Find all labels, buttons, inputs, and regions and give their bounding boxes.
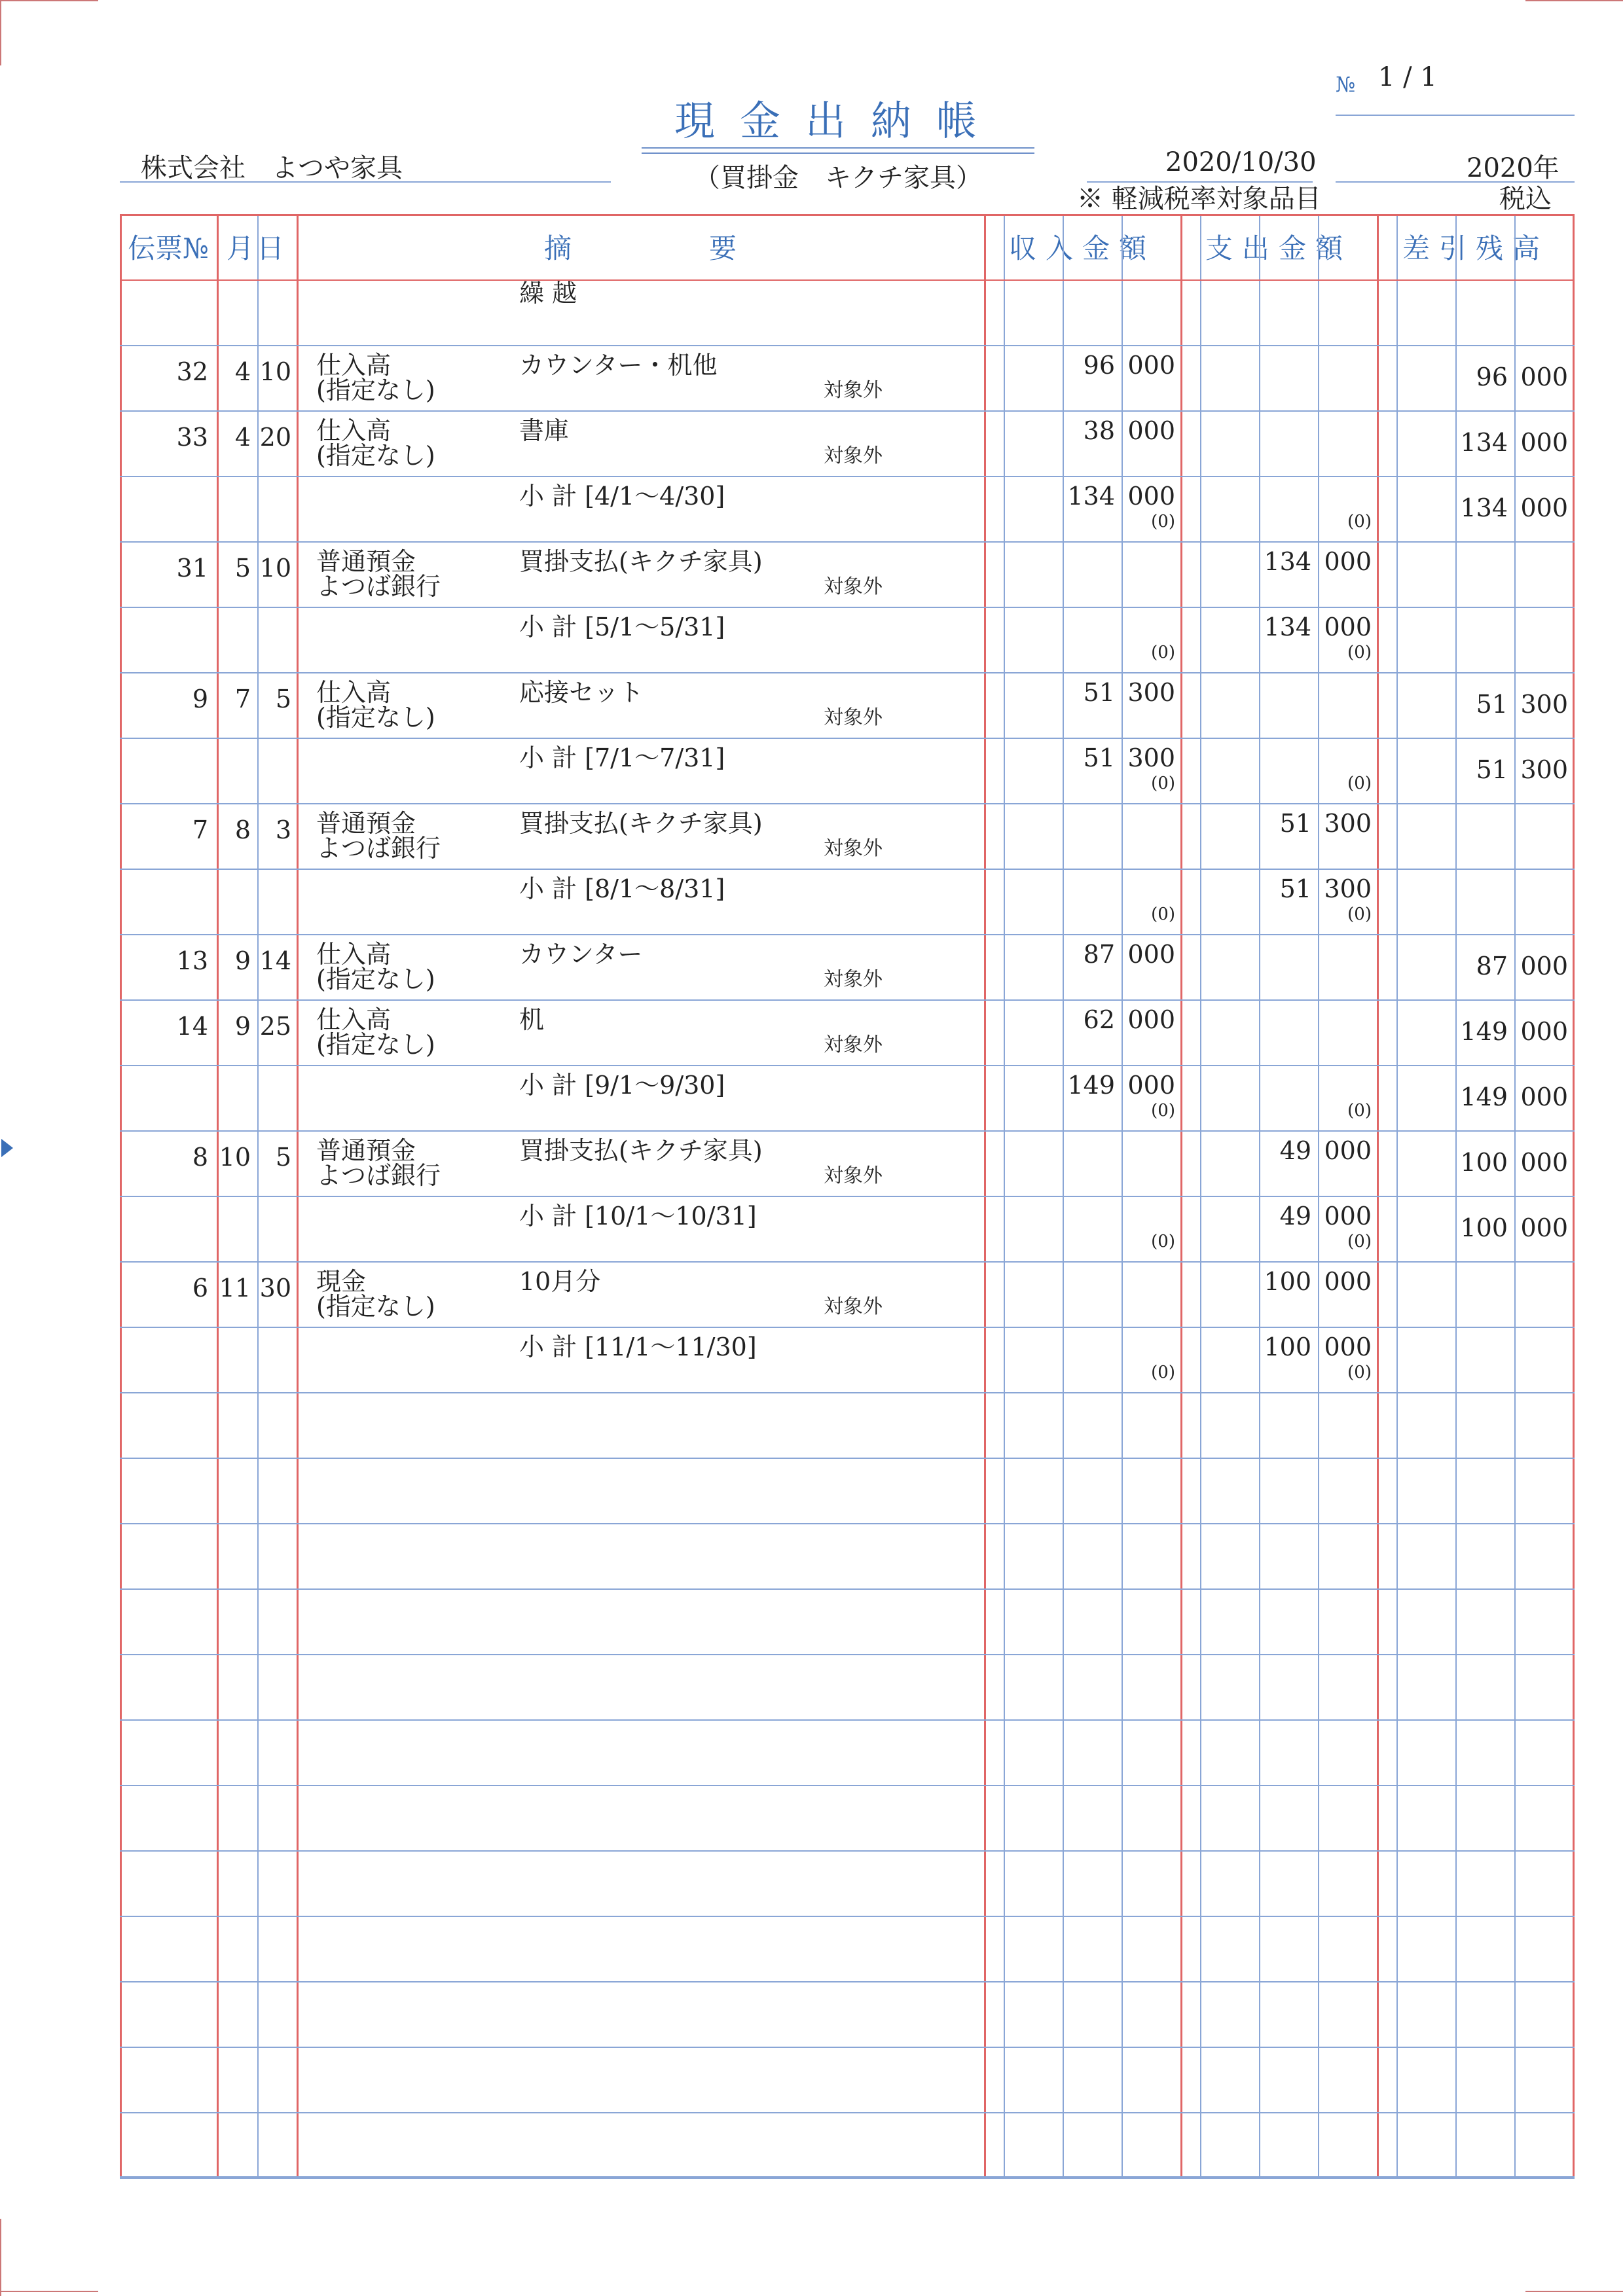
income-units: 000	[1127, 1005, 1175, 1034]
sub-account: (指定なし)	[316, 1292, 435, 1321]
grid-hline	[120, 1458, 1575, 1459]
day: 5	[275, 685, 291, 713]
balance-units: 000	[1520, 493, 1568, 522]
income-thousands: 96	[1083, 351, 1115, 380]
balance-units: 300	[1520, 755, 1568, 784]
page-title: 現金出納帳	[674, 97, 1002, 145]
grid-hline	[120, 2112, 1575, 2113]
expense-units: 300	[1324, 874, 1372, 903]
income-units: 000	[1127, 1071, 1175, 1100]
company-rule	[120, 181, 611, 183]
expense-thousands: 49	[1279, 1136, 1311, 1165]
month: 9	[234, 946, 251, 975]
description: カウンター	[519, 940, 643, 969]
expense-units: 000	[1324, 547, 1372, 576]
month: 4	[234, 423, 251, 452]
sub-account: (指定なし)	[316, 965, 435, 994]
tax-class: 対象外	[824, 706, 883, 729]
account: 現金	[316, 1267, 367, 1296]
income-tax: (0)	[1151, 774, 1175, 793]
tax-class: 対象外	[824, 1295, 883, 1318]
grid-hline	[120, 1392, 1575, 1393]
grid-hline	[120, 1327, 1575, 1328]
income-thousands: 87	[1083, 940, 1115, 969]
balance-units: 000	[1520, 1148, 1568, 1177]
expense-thousands: 49	[1279, 1202, 1311, 1230]
expense-tax: (0)	[1347, 512, 1372, 531]
description: 机	[519, 1005, 545, 1034]
balance-units: 000	[1520, 1083, 1568, 1111]
expense-tax: (0)	[1347, 774, 1372, 793]
page-marker-icon	[1, 1139, 13, 1157]
balance-thousands: 100	[1460, 1148, 1508, 1177]
balance-thousands: 100	[1460, 1213, 1508, 1242]
crop-mark	[0, 0, 98, 1]
description: 小 計 [5/1〜5/31]	[519, 613, 725, 641]
grid-hline	[120, 1850, 1575, 1852]
sub-account: よつば銀行	[316, 1161, 441, 1190]
company-name: 株式会社 よつや家具	[141, 153, 403, 183]
description: 小 計 [8/1〜8/31]	[519, 874, 725, 903]
income-units: 000	[1127, 416, 1175, 445]
balance-thousands: 87	[1476, 952, 1508, 980]
month: 4	[234, 357, 251, 386]
balance-thousands: 149	[1460, 1017, 1508, 1046]
account: 仕入高	[316, 678, 392, 707]
expense-thousands: 134	[1264, 547, 1311, 576]
income-thousands: 38	[1083, 416, 1115, 445]
grid-hline	[120, 1130, 1575, 1132]
description: 小 計 [9/1〜9/30]	[519, 1071, 725, 1100]
balance-units: 000	[1520, 428, 1568, 457]
month: 11	[219, 1274, 251, 1302]
income-units: 000	[1127, 940, 1175, 969]
income-thousands: 149	[1067, 1071, 1115, 1100]
income-units: 300	[1127, 678, 1175, 707]
expense-tax: (0)	[1347, 1232, 1372, 1251]
grid-hline	[120, 541, 1575, 543]
description: 書庫	[519, 416, 570, 445]
month: 10	[219, 1143, 251, 1172]
sub-account: (指定なし)	[316, 1030, 435, 1059]
income-units: 000	[1127, 351, 1175, 380]
grid-hline	[120, 672, 1575, 673]
balance-thousands: 96	[1476, 363, 1508, 391]
income-thousands: 51	[1083, 678, 1115, 707]
col-header-slip-no: 伝票№	[128, 232, 209, 264]
account: 仕入高	[316, 1005, 392, 1034]
day: 10	[259, 357, 291, 386]
grid-hline	[120, 1916, 1575, 1917]
sub-account: よつば銀行	[316, 572, 441, 601]
grid-hline	[120, 1654, 1575, 1655]
grid-hline	[120, 738, 1575, 739]
grid-hline	[120, 934, 1575, 935]
account: 普通預金	[316, 547, 416, 576]
expense-units: 000	[1324, 1267, 1372, 1296]
description: 買掛支払(キクチ家具)	[519, 1136, 763, 1165]
expense-thousands: 134	[1264, 613, 1311, 641]
sub-account: (指定なし)	[316, 376, 435, 404]
expense-thousands: 100	[1264, 1333, 1311, 1361]
grid-hline	[120, 1523, 1575, 1524]
expense-units: 000	[1324, 1333, 1372, 1361]
tax-class: 対象外	[824, 968, 883, 991]
day: 30	[259, 1274, 291, 1302]
income-tax: (0)	[1151, 905, 1175, 924]
grid-hline	[120, 1065, 1575, 1066]
expense-units: 300	[1324, 809, 1372, 838]
grid-hline	[120, 2176, 1575, 2178]
tax-class: 対象外	[824, 379, 883, 402]
title-rule	[642, 152, 1034, 154]
sub-account: (指定なし)	[316, 703, 435, 732]
sub-account: よつば銀行	[316, 834, 441, 863]
page-no-label: №	[1336, 72, 1356, 97]
fiscal-year: 2020年	[1467, 153, 1559, 183]
grid-hline	[120, 1588, 1575, 1590]
income-thousands: 62	[1083, 1005, 1115, 1034]
grid-hline	[120, 476, 1575, 477]
grid-hline	[120, 1196, 1575, 1197]
grid-hline	[120, 999, 1575, 1001]
grid-hline	[120, 2178, 1575, 2179]
description: 小 計 [10/1〜10/31]	[519, 1202, 757, 1230]
expense-tax: (0)	[1347, 643, 1372, 662]
tax-class: 対象外	[824, 1164, 883, 1187]
page-no: 1 / 1	[1378, 62, 1437, 92]
expense-thousands: 100	[1264, 1267, 1311, 1296]
col-header-expense: 支出金額	[1205, 232, 1352, 264]
sub-account: (指定なし)	[316, 441, 435, 470]
col-header-income: 収入金額	[1008, 232, 1156, 264]
balance-thousands: 51	[1476, 690, 1508, 719]
description: 買掛支払(キクチ家具)	[519, 809, 763, 838]
expense-units: 000	[1324, 1136, 1372, 1165]
slip-no: 9	[192, 685, 208, 713]
day: 3	[275, 816, 291, 844]
grid-hline	[120, 869, 1575, 870]
crop-mark	[1525, 2291, 1623, 2292]
grid-hline	[120, 1981, 1575, 1982]
grid-hline	[120, 803, 1575, 804]
description: カウンター・机他	[519, 351, 718, 380]
expense-units: 000	[1324, 613, 1372, 641]
slip-no: 8	[192, 1143, 208, 1172]
income-units: 000	[1127, 482, 1175, 511]
month: 8	[234, 816, 251, 844]
page-subtitle: （買掛金 キクチ家具）	[694, 163, 982, 193]
balance-units: 000	[1520, 952, 1568, 980]
tax-class: 対象外	[824, 444, 883, 467]
slip-no: 6	[192, 1274, 208, 1302]
income-thousands: 134	[1067, 482, 1115, 511]
expense-thousands: 51	[1279, 874, 1311, 903]
income-thousands: 51	[1083, 744, 1115, 772]
tax-mode: 税込	[1499, 184, 1552, 214]
description: 小 計 [4/1〜4/30]	[519, 482, 725, 511]
account: 仕入高	[316, 416, 392, 445]
expense-thousands: 51	[1279, 809, 1311, 838]
income-tax: (0)	[1151, 1232, 1175, 1251]
income-tax: (0)	[1151, 1363, 1175, 1382]
grid-hline	[120, 2047, 1575, 2048]
slip-no: 13	[176, 946, 208, 975]
ledger-table	[120, 214, 1575, 2178]
account: 仕入高	[316, 940, 392, 969]
day: 10	[259, 554, 291, 583]
balance-thousands: 149	[1460, 1083, 1508, 1111]
year-rule	[1336, 181, 1575, 183]
col-header-month-day: 月日	[226, 232, 287, 264]
description: 買掛支払(キクチ家具)	[519, 547, 763, 576]
day: 14	[259, 946, 291, 975]
balance-thousands: 51	[1476, 755, 1508, 784]
tax-class: 対象外	[824, 575, 883, 598]
slip-no: 14	[176, 1012, 208, 1041]
balance-units: 000	[1520, 1213, 1568, 1242]
income-tax: (0)	[1151, 1101, 1175, 1121]
balance-units: 000	[1520, 1017, 1568, 1046]
reduced-tax-note: ※ 軽減税率対象品目	[1077, 184, 1321, 214]
balance-units: 300	[1520, 690, 1568, 719]
grid-hline	[120, 1785, 1575, 1786]
crop-mark	[0, 0, 1, 65]
crop-mark	[0, 2291, 98, 2292]
description: 小 計 [11/1〜11/30]	[519, 1333, 757, 1361]
slip-no: 31	[176, 554, 208, 583]
description: 小 計 [7/1〜7/31]	[519, 744, 725, 772]
grid-hline	[120, 1261, 1575, 1263]
expense-tax: (0)	[1347, 1101, 1372, 1121]
grid-hline	[120, 214, 1575, 216]
month: 5	[234, 554, 251, 583]
account: 普通預金	[316, 809, 416, 838]
income-units: 300	[1127, 744, 1175, 772]
expense-tax: (0)	[1347, 1363, 1372, 1382]
balance-units: 000	[1520, 363, 1568, 391]
day: 25	[259, 1012, 291, 1041]
month: 7	[234, 685, 251, 713]
expense-units: 000	[1324, 1202, 1372, 1230]
tax-class: 対象外	[824, 837, 883, 860]
income-tax: (0)	[1151, 643, 1175, 662]
tax-class: 対象外	[824, 1033, 883, 1056]
print-date: 2020/10/30	[1165, 147, 1317, 177]
grid-hline	[120, 345, 1575, 346]
crop-mark	[1525, 0, 1623, 1]
description: 繰 越	[519, 279, 577, 308]
title-rule	[642, 147, 1034, 149]
balance-thousands: 134	[1460, 493, 1508, 522]
grid-hline	[120, 279, 1575, 281]
slip-no: 7	[192, 816, 208, 844]
slip-no: 33	[176, 423, 208, 452]
crop-mark	[0, 2219, 1, 2296]
expense-tax: (0)	[1347, 905, 1372, 924]
col-header-description: 摘 要	[543, 232, 737, 264]
grid-hline	[120, 1719, 1575, 1721]
grid-hline	[120, 607, 1575, 608]
page-no-rule	[1336, 115, 1575, 116]
slip-no: 32	[176, 357, 208, 386]
balance-thousands: 134	[1460, 428, 1508, 457]
grid-hline	[120, 410, 1575, 412]
description: 応接セット	[519, 678, 644, 707]
income-tax: (0)	[1151, 512, 1175, 531]
day: 5	[275, 1143, 291, 1172]
account: 普通預金	[316, 1136, 416, 1165]
day: 20	[259, 423, 291, 452]
account: 仕入高	[316, 351, 392, 380]
col-header-balance: 差引残高	[1402, 232, 1549, 264]
month: 9	[234, 1012, 251, 1041]
description: 10月分	[519, 1267, 601, 1296]
